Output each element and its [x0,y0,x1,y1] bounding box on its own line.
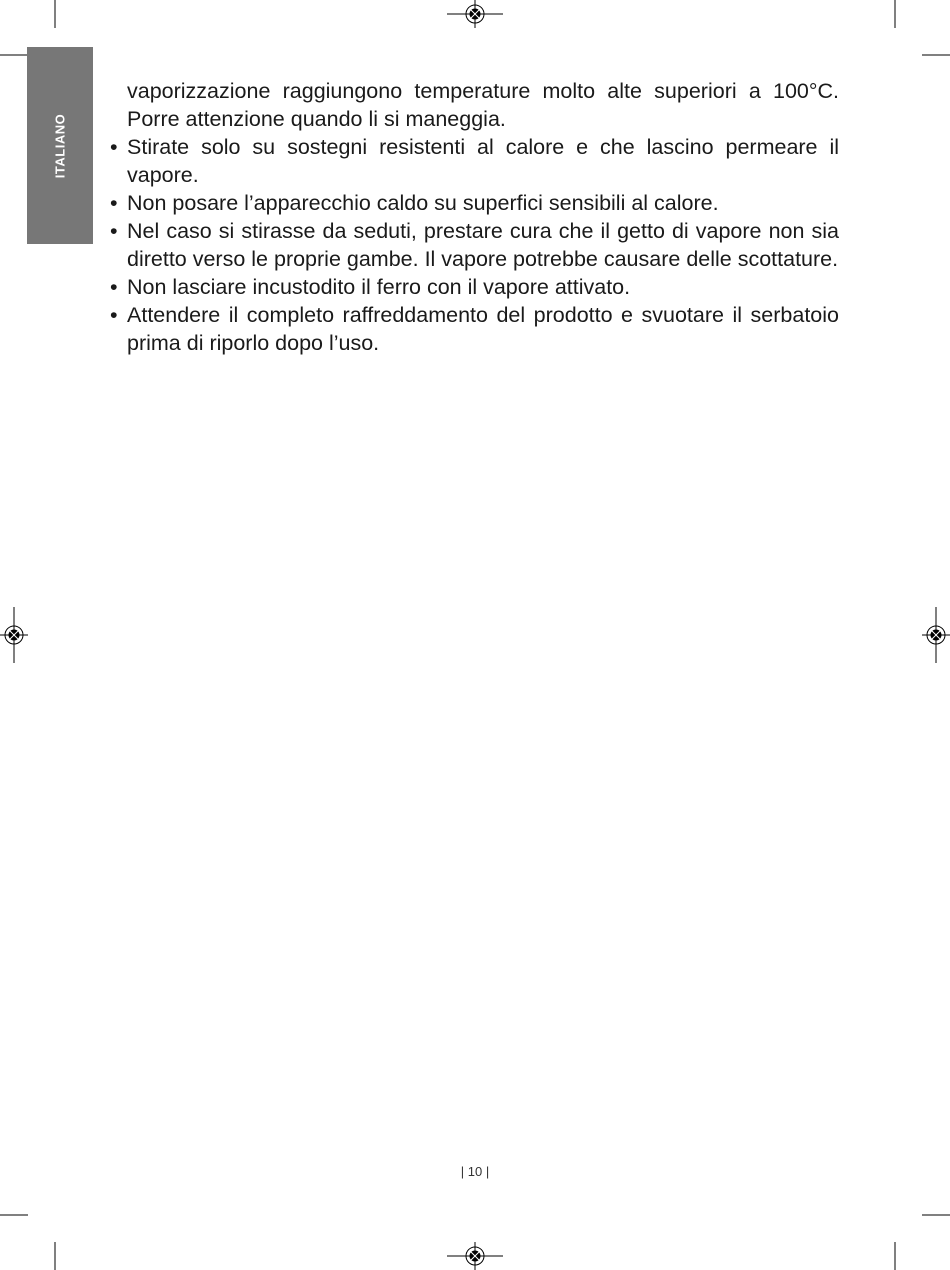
bullet-mark: • [110,191,118,215]
registration-mark-bottom [447,1242,503,1270]
bullet-mark: • [110,219,118,243]
document-body [110,77,839,357]
list-item [110,189,839,217]
list-item-text: Stirate solo su sostegni resistenti al calore e che lascino permeare il vapore. [127,135,839,187]
registration-mark-top [447,0,503,28]
list-item-text: Non posare l’apparecchio caldo su superfici sensibili al calore. [127,191,719,215]
language-tab-label: ITALIANO [52,113,68,178]
continued-paragraph: vaporizzazione raggiungono temperature molto alte superiori a 100°C. Porre attenzione quando li si maneggia. [127,79,839,131]
registration-mark-right [922,607,950,663]
list-item-text: Non lasciare incustodito il ferro con il vapore attivato. [127,275,631,299]
list-item-text: Attendere il completo raffreddamento del prodotto e svuotare il serbatoio prima di riporlo dopo l’uso. [127,303,839,355]
list-item [110,301,839,357]
bullet-mark: • [110,135,118,159]
list-item [110,217,839,273]
language-side-tab [27,47,93,244]
bullet-mark: • [110,275,118,299]
list-item [110,133,839,189]
registration-mark-left [0,607,28,663]
page-number: | 10 | [460,1164,490,1179]
list-item-text: Nel caso si stirasse da seduti, prestare cura che il getto di vapore non sia diretto verso le proprie gambe. Il vapore potrebbe causare delle scottature. [127,219,839,271]
bullet-mark: • [110,303,118,327]
list-item [110,273,839,301]
